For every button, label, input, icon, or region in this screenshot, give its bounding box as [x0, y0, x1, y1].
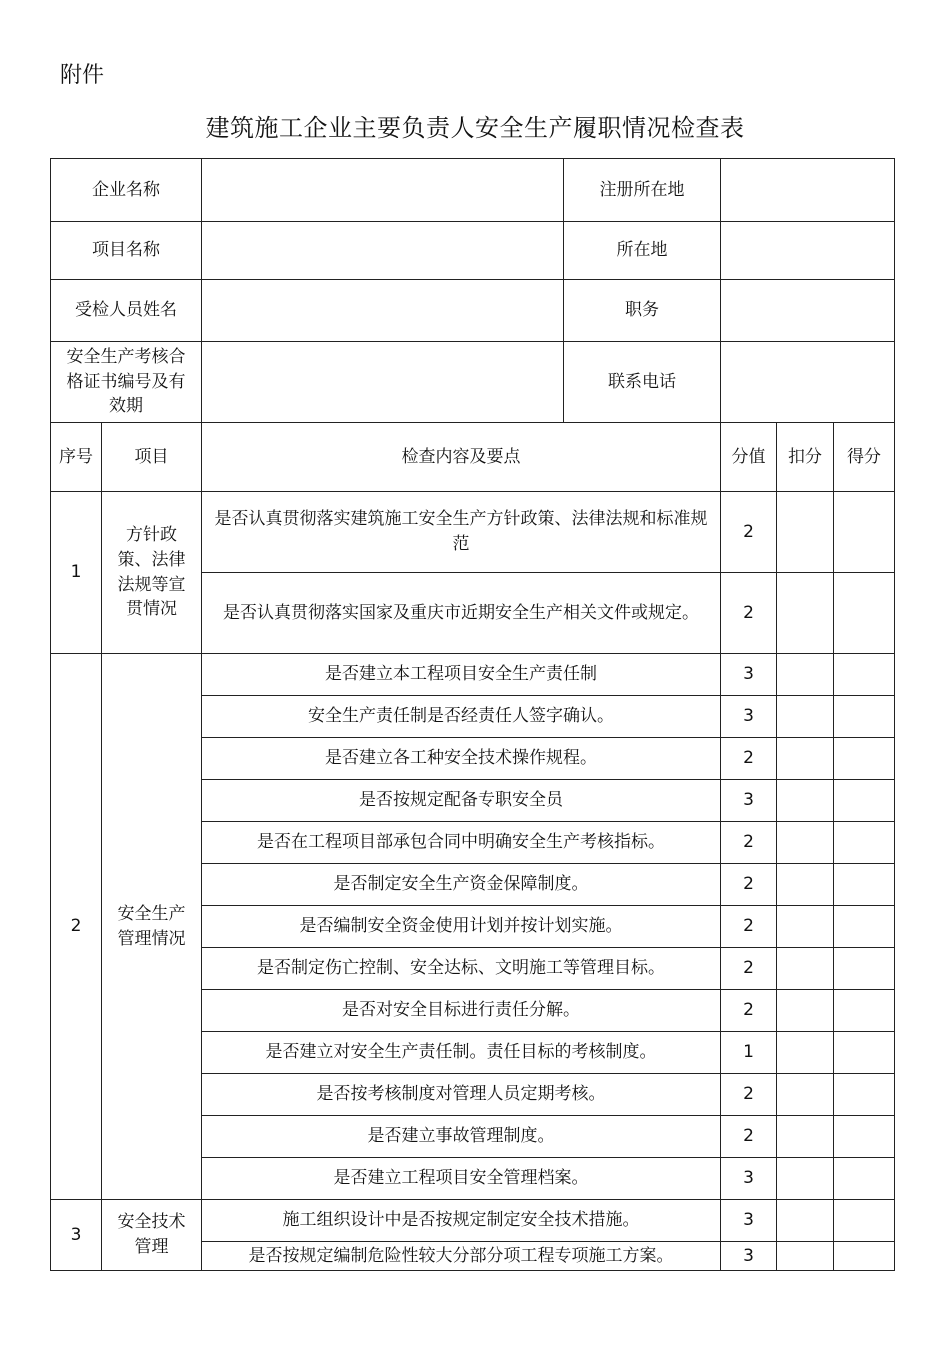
check-score: 2: [721, 1116, 777, 1158]
got-field[interactable]: [834, 696, 895, 738]
phone-label: 联系电话: [564, 342, 721, 423]
phone-field[interactable]: [721, 342, 895, 423]
check-content: 是否认真贯彻落实国家及重庆市近期安全生产相关文件或规定。: [202, 573, 721, 654]
check-content: 安全生产责任制是否经责任人签字确认。: [202, 696, 721, 738]
deduct-field[interactable]: [777, 822, 834, 864]
check-score: 2: [721, 822, 777, 864]
certificate-label: 安全生产考核合格证书编号及有效期: [51, 342, 202, 423]
inspection-table: [50, 158, 895, 1271]
check-content: 是否建立本工程项目安全生产责任制: [202, 654, 721, 696]
check-score: 2: [721, 738, 777, 780]
inspectee-field[interactable]: [202, 280, 564, 342]
position-label: 职务: [564, 280, 721, 342]
deduct-field[interactable]: [777, 990, 834, 1032]
check-row: [51, 1200, 895, 1242]
certificate-field[interactable]: [202, 342, 564, 423]
group-seq: 2: [51, 654, 102, 1200]
check-content: 是否建立各工种安全技术操作规程。: [202, 738, 721, 780]
group-item: 方针政策、法律法规等宣贯情况: [102, 492, 202, 654]
check-score: 2: [721, 906, 777, 948]
deduct-header: 扣分: [777, 423, 834, 492]
check-score: 3: [721, 654, 777, 696]
check-score: 2: [721, 864, 777, 906]
check-score: 2: [721, 990, 777, 1032]
deduct-field[interactable]: [777, 1074, 834, 1116]
content-header: 检查内容及要点: [202, 423, 721, 492]
check-content: 是否按考核制度对管理人员定期考核。: [202, 1074, 721, 1116]
deduct-field[interactable]: [777, 654, 834, 696]
deduct-field[interactable]: [777, 780, 834, 822]
got-field[interactable]: [834, 1158, 895, 1200]
position-field[interactable]: [721, 280, 895, 342]
check-score: 3: [721, 1242, 777, 1271]
attachment-label: 附件: [60, 63, 105, 88]
check-row: [51, 654, 895, 696]
project-name-label: 项目名称: [51, 222, 202, 280]
deduct-field[interactable]: [777, 948, 834, 990]
check-score: 3: [721, 696, 777, 738]
got-field[interactable]: [834, 948, 895, 990]
deduct-field[interactable]: [777, 492, 834, 573]
got-field[interactable]: [834, 990, 895, 1032]
check-score: 2: [721, 948, 777, 990]
check-content: 是否建立对安全生产责任制。责任目标的考核制度。: [202, 1032, 721, 1074]
group-item: 安全生产管理情况: [102, 654, 202, 1200]
column-header-row: [51, 423, 895, 492]
project-name-field[interactable]: [202, 222, 564, 280]
got-field[interactable]: [834, 1032, 895, 1074]
deduct-field[interactable]: [777, 573, 834, 654]
got-field[interactable]: [834, 654, 895, 696]
got-field[interactable]: [834, 864, 895, 906]
deduct-field[interactable]: [777, 1158, 834, 1200]
got-field[interactable]: [834, 1074, 895, 1116]
check-content: 是否认真贯彻落实建筑施工安全生产方针政策、法律法规和标准规范: [202, 492, 721, 573]
seq-header: 序号: [51, 423, 102, 492]
deduct-field[interactable]: [777, 738, 834, 780]
check-content: 是否建立工程项目安全管理档案。: [202, 1158, 721, 1200]
got-field[interactable]: [834, 1200, 895, 1242]
check-content: 是否制定安全生产资金保障制度。: [202, 864, 721, 906]
check-score: 3: [721, 1200, 777, 1242]
group-item: 安全技术管理: [102, 1200, 202, 1271]
inspectee-label: 受检人员姓名: [51, 280, 202, 342]
location-field[interactable]: [721, 222, 895, 280]
group-seq: 3: [51, 1200, 102, 1271]
got-field[interactable]: [834, 822, 895, 864]
check-score: 2: [721, 1074, 777, 1116]
form-title: 建筑施工企业主要负责人安全生产履职情况检查表: [205, 114, 745, 142]
got-field[interactable]: [834, 906, 895, 948]
info-row-certificate: [51, 342, 895, 423]
score-header: 分值: [721, 423, 777, 492]
info-row-project: [51, 222, 895, 280]
check-content: 是否编制安全资金使用计划并按计划实施。: [202, 906, 721, 948]
reg-location-label: 注册所在地: [564, 159, 721, 222]
got-field[interactable]: [834, 492, 895, 573]
deduct-field[interactable]: [777, 1116, 834, 1158]
deduct-field[interactable]: [777, 1200, 834, 1242]
deduct-field[interactable]: [777, 1032, 834, 1074]
check-score: 2: [721, 573, 777, 654]
group-seq: 1: [51, 492, 102, 654]
info-row-inspectee: [51, 280, 895, 342]
got-field[interactable]: [834, 738, 895, 780]
got-field[interactable]: [834, 1242, 895, 1271]
check-content: 是否在工程项目部承包合同中明确安全生产考核指标。: [202, 822, 721, 864]
got-field[interactable]: [834, 780, 895, 822]
got-header: 得分: [834, 423, 895, 492]
check-score: 2: [721, 492, 777, 573]
check-row: [51, 492, 895, 573]
check-content: 是否按规定编制危险性较大分部分项工程专项施工方案。: [202, 1242, 721, 1271]
deduct-field[interactable]: [777, 906, 834, 948]
deduct-field[interactable]: [777, 1242, 834, 1271]
reg-location-field[interactable]: [721, 159, 895, 222]
location-label: 所在地: [564, 222, 721, 280]
check-score: 1: [721, 1032, 777, 1074]
check-content: 是否按规定配备专职安全员: [202, 780, 721, 822]
deduct-field[interactable]: [777, 696, 834, 738]
got-field[interactable]: [834, 1116, 895, 1158]
check-content: 施工组织设计中是否按规定制定安全技术措施。: [202, 1200, 721, 1242]
company-name-label: 企业名称: [51, 159, 202, 222]
check-score: 3: [721, 1158, 777, 1200]
check-score: 3: [721, 780, 777, 822]
got-field[interactable]: [834, 573, 895, 654]
check-content: 是否制定伤亡控制、安全达标、文明施工等管理目标。: [202, 948, 721, 990]
info-row-company: [51, 159, 895, 222]
company-name-field[interactable]: [202, 159, 564, 222]
item-header: 项目: [102, 423, 202, 492]
deduct-field[interactable]: [777, 864, 834, 906]
check-content: 是否对安全目标进行责任分解。: [202, 990, 721, 1032]
check-content: 是否建立事故管理制度。: [202, 1116, 721, 1158]
